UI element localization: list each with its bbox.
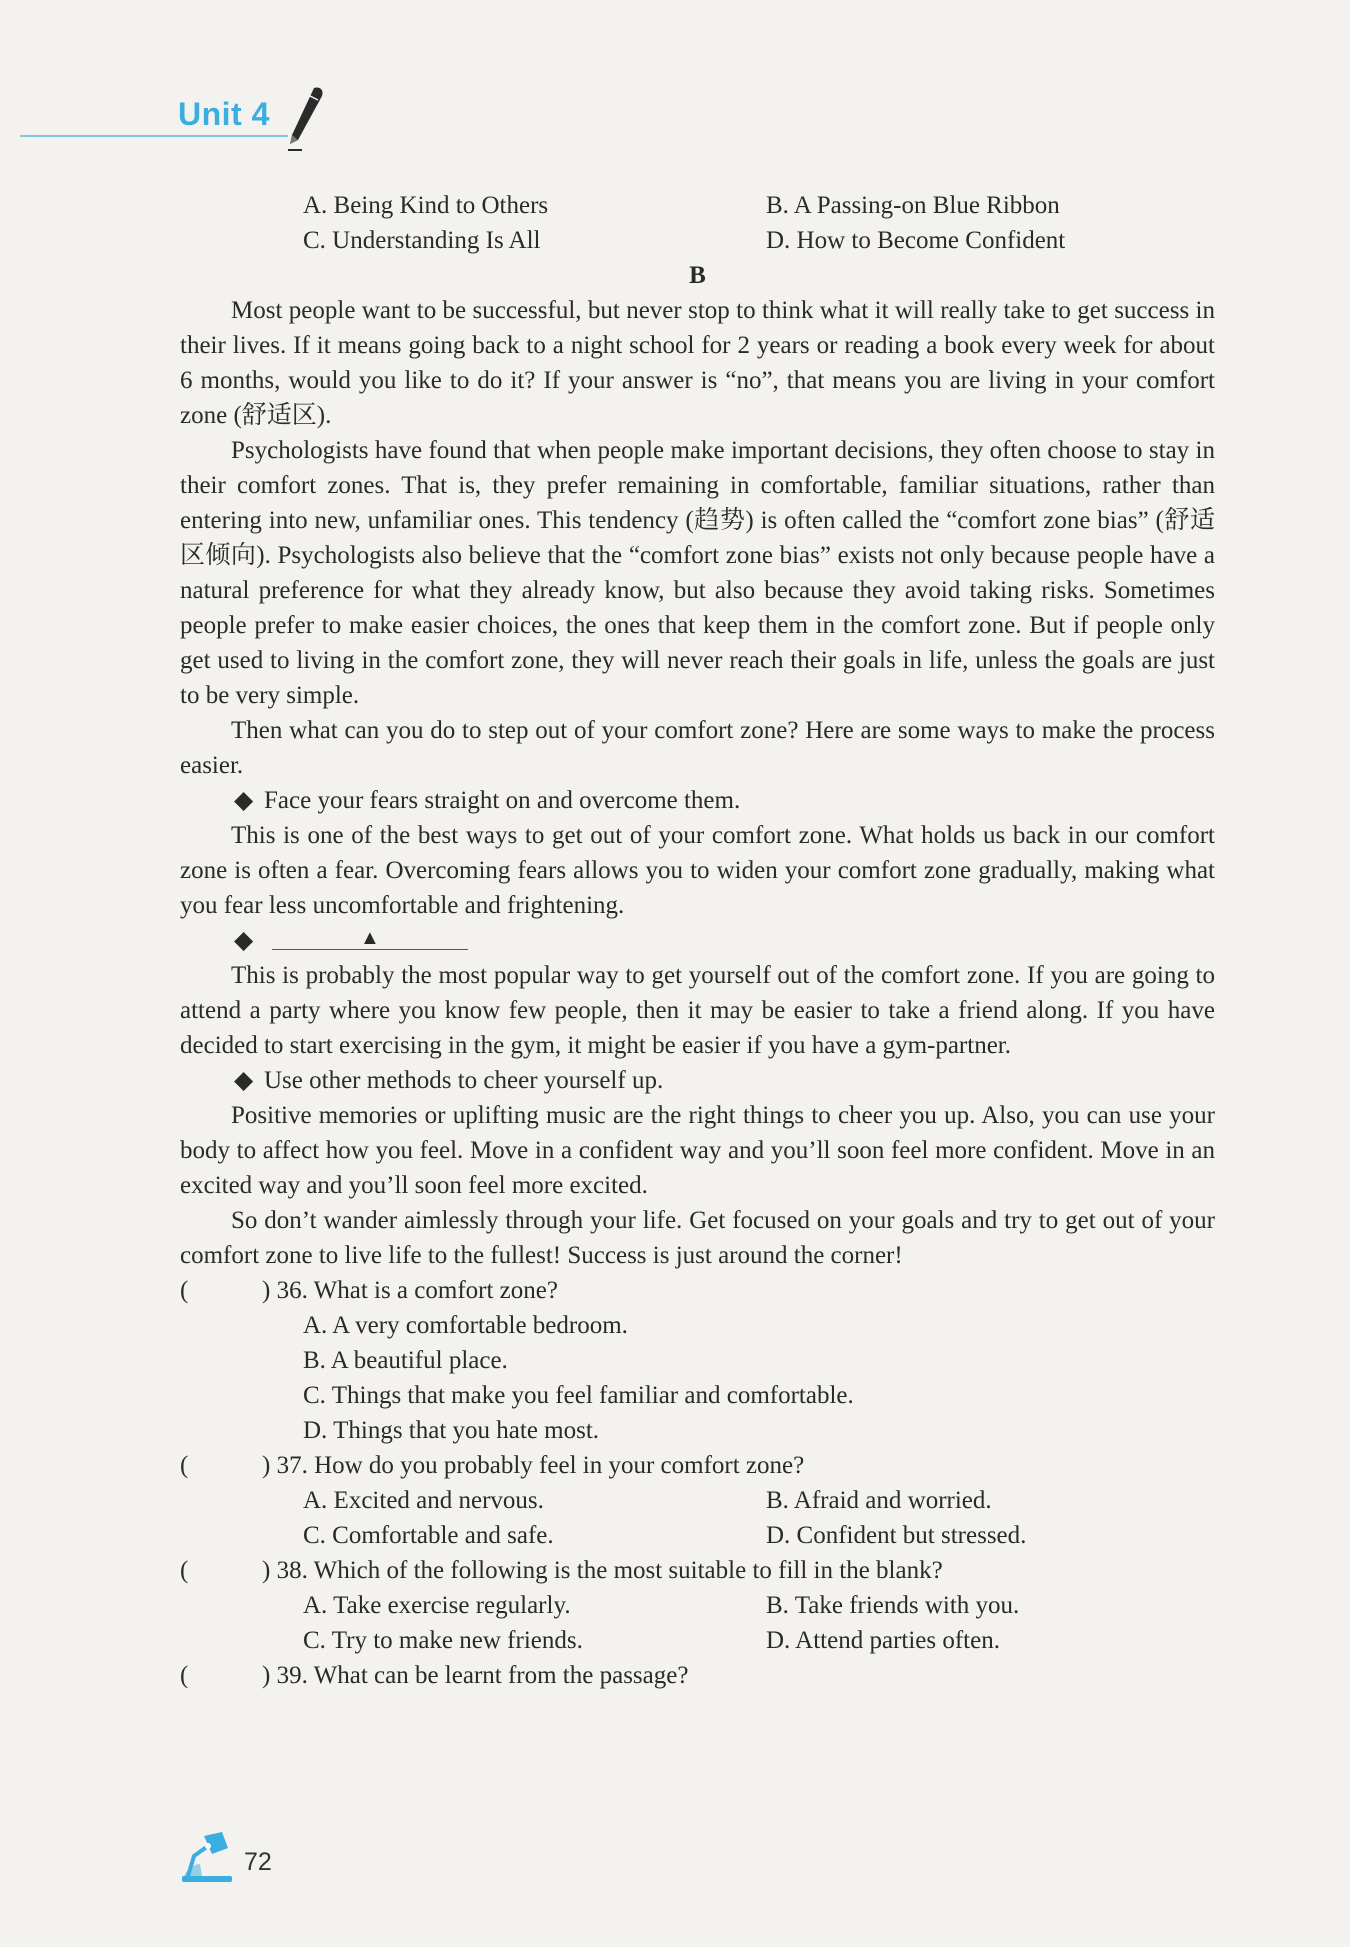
- bullet-text-3: Use other methods to cheer yourself up.: [264, 1067, 664, 1094]
- question-text: ) 38. Which of the following is the most suitable to fill in the blank?: [262, 1557, 943, 1584]
- desk-lamp-icon: [178, 1828, 236, 1884]
- prev-option-c: C. Understanding Is All: [303, 227, 541, 254]
- bullet-text-1: Face your fears straight on and overcome them.: [264, 787, 741, 814]
- diamond-bullet-icon: ◆: [234, 787, 254, 814]
- passage-heading: B: [689, 262, 706, 289]
- answer-bracket[interactable]: (: [180, 1557, 189, 1584]
- option-b: B. Afraid and worried.: [766, 1487, 992, 1514]
- prev-option-a: A. Being Kind to Others: [303, 192, 549, 219]
- answer-bracket[interactable]: (: [180, 1277, 189, 1304]
- fill-in-blank[interactable]: [272, 923, 468, 950]
- option-a: A. A very comfortable bedroom.: [303, 1312, 628, 1339]
- bullet-point-1: [180, 783, 1215, 818]
- option-a: A. Excited and nervous.: [303, 1487, 544, 1514]
- triangle-marker-icon: ▲: [360, 927, 380, 949]
- option-d: D. Things that you hate most.: [303, 1417, 600, 1444]
- paragraph-3: Then what can you do to step out of your comfort zone? Here are some ways to make the process easier.: [180, 717, 1215, 779]
- option-c: C. Try to make new friends.: [303, 1627, 583, 1654]
- paragraph-6: Positive memories or uplifting music are the right things to cheer you up. Also, you can use your body to affect how you feel. Move in a confident way and you’ll soon feel more confident. Move in an excited way and you’ll soon feel more excited.: [180, 1102, 1215, 1199]
- header-rule: [20, 135, 288, 137]
- bullet-point-3: [180, 1063, 1215, 1098]
- question-39: [180, 1658, 1215, 1693]
- bullet-point-2: [180, 923, 1215, 958]
- option-c: C. Comfortable and safe.: [303, 1522, 554, 1549]
- option-d: D. Confident but stressed.: [766, 1522, 1027, 1549]
- diamond-bullet-icon: ◆: [234, 1067, 254, 1094]
- option-d: D. Attend parties often.: [766, 1627, 1000, 1654]
- question-37: [180, 1448, 1215, 1483]
- option-a: A. Take exercise regularly.: [303, 1592, 571, 1619]
- prev-options-row-1: [180, 188, 1215, 223]
- paragraph-2: Psychologists have found that when people make important decisions, they often choose to stay in their comfort zones. That is, they prefer remaining in comfortable, familiar situations, rather than entering into new, unfamiliar ones. This tendency (趋势) is often called the “comfort zone bias” (舒适区倾向). Psychologists also believe that the “comfort zone bias” exists not only because people have a natural preference for what they already know, but also because they avoid taking risks. Sometimes people prefer to make easier choices, the ones that keep them in the comfort zone. But if people only get used to living in the comfort zone, they will never reach their goals in life, unless the goals are just to be very simple.: [180, 437, 1215, 709]
- paragraph-5: This is probably the most popular way to get yourself out of the comfort zone. If you are going to attend a party where you know few people, then it may be easier to take a friend along. If you have decided to start exercising in the gym, it might be easier if you have a gym-partner.: [180, 962, 1215, 1059]
- question-38: [180, 1553, 1215, 1588]
- question-text: ) 36. What is a comfort zone?: [262, 1277, 558, 1304]
- paragraph-1: Most people want to be successful, but never stop to think what it will really take to get success in their lives. If it means going back to a night school for 2 years or reading a book every week for about 6 months, would you like to do it? If your answer is “no”, that means you are living in your comfort zone (舒适区).: [180, 297, 1215, 429]
- option-b: B. A beautiful place.: [303, 1347, 508, 1374]
- reading-section: [180, 188, 1215, 1693]
- option-c: C. Things that make you feel familiar and comfortable.: [303, 1382, 854, 1409]
- answer-bracket[interactable]: (: [180, 1662, 189, 1689]
- prev-options-row-2: [180, 223, 1215, 258]
- question-text: ) 39. What can be learnt from the passage?: [262, 1662, 689, 1689]
- question-36: [180, 1273, 1215, 1308]
- question-text: ) 37. How do you probably feel in your comfort zone?: [262, 1452, 805, 1479]
- pen-icon: [280, 84, 328, 156]
- unit-title: Unit 4: [178, 96, 270, 132]
- prev-option-d: D. How to Become Confident: [766, 227, 1066, 254]
- prev-option-b: B. A Passing-on Blue Ribbon: [766, 192, 1060, 219]
- paragraph-7: So don’t wander aimlessly through your life. Get focused on your goals and try to get out of your comfort zone to live life to the fullest! Success is just around the corner!: [180, 1207, 1215, 1269]
- paragraph-4: This is one of the best ways to get out of your comfort zone. What holds us back in our comfort zone is often a fear. Overcoming fears allows you to widen your comfort zone gradually, making what you fear less uncomfortable and frightening.: [180, 822, 1215, 919]
- answer-bracket[interactable]: (: [180, 1452, 189, 1479]
- diamond-bullet-icon: ◆: [234, 927, 254, 954]
- option-b: B. Take friends with you.: [766, 1592, 1020, 1619]
- page-number: 72: [244, 1848, 272, 1876]
